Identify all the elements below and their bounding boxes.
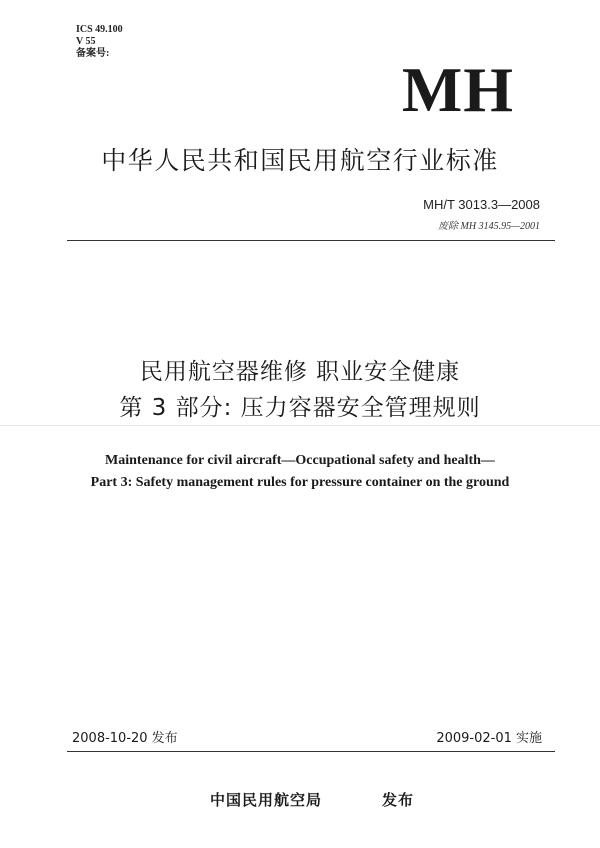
footer-divider bbox=[67, 751, 555, 752]
issue-label: 发布 bbox=[382, 791, 415, 809]
scan-fold-line bbox=[0, 425, 600, 426]
publish-date: 2008-10-20 发布 bbox=[72, 731, 178, 746]
standard-category-title: 中华人民共和国民用航空行业标准 bbox=[101, 146, 499, 175]
filing-number-label: 备案号: bbox=[76, 48, 110, 59]
header-divider bbox=[67, 240, 555, 241]
issuing-authority: 中国民用航空局 bbox=[210, 791, 323, 809]
replaced-standard: 废除 MH 3145.95—2001 bbox=[438, 221, 540, 232]
english-title-line-2: Part 3: Safety management rules for pressure container on the ground bbox=[90, 475, 510, 490]
english-title-line-1: Maintenance for civil aircraft—Occupational safety and health— bbox=[105, 453, 495, 468]
chinese-title-line-2: 第 3 部分: 压力容器安全管理规则 bbox=[119, 395, 481, 421]
chinese-title-line-1: 民用航空器维修 职业安全健康 bbox=[139, 359, 461, 385]
ccs-code: V 55 bbox=[76, 36, 96, 47]
classification-block bbox=[76, 24, 123, 60]
mh-logo: MH bbox=[401, 54, 514, 125]
standard-number: MH/T 3013.3—2008 bbox=[423, 197, 540, 212]
effective-date: 2009-02-01 实施 bbox=[436, 731, 542, 746]
ics-code: ICS 49.100 bbox=[76, 24, 123, 35]
